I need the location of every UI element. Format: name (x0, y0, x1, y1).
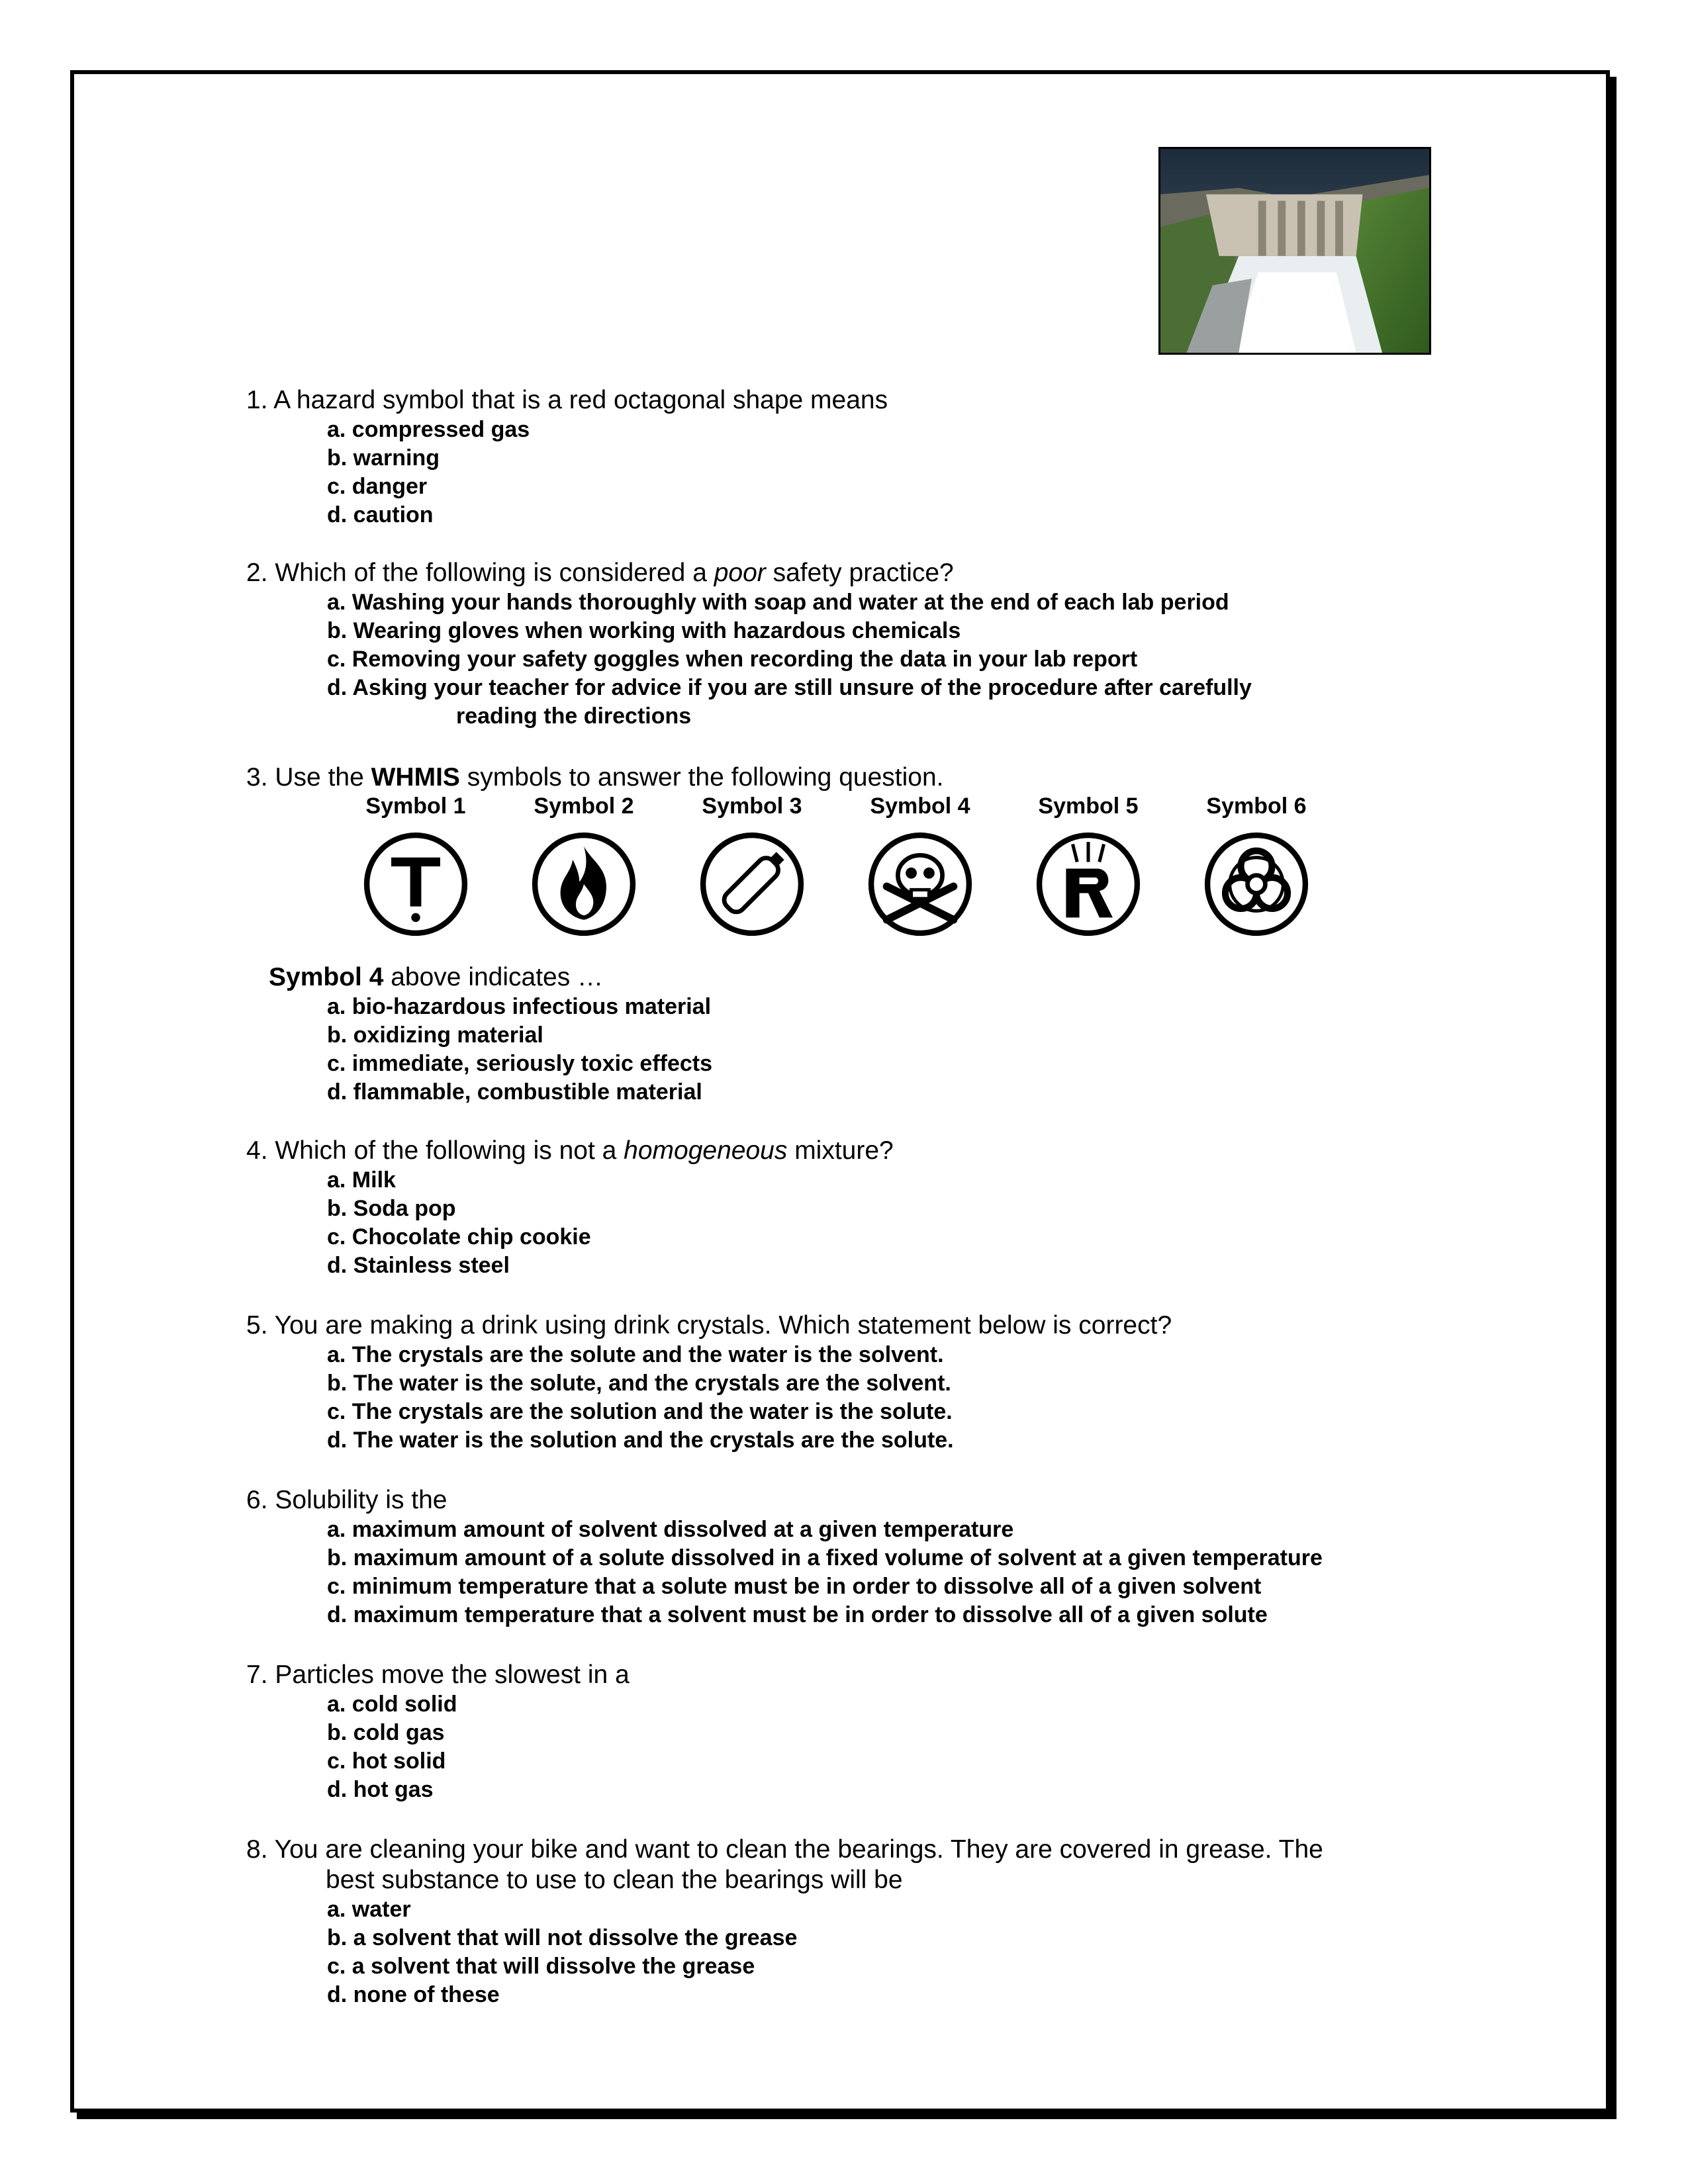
option-a[interactable]: a. The crystals are the solute and the water is the solvent. (327, 1342, 944, 1367)
option-b[interactable]: b. a solvent that will not dissolve the grease (327, 1925, 798, 1950)
option-d[interactable]: d. caution (327, 502, 434, 527)
question-text-end: symbols to answer the following question. (459, 763, 944, 792)
symbol-2[interactable] (518, 793, 650, 940)
question-number: 4. (246, 1136, 268, 1165)
option-d[interactable] (327, 674, 1504, 731)
option-list (246, 1895, 1504, 2009)
option-a[interactable]: a. compressed gas (327, 417, 530, 442)
question-stem (246, 1136, 1504, 1166)
option-a[interactable]: a. cold solid (327, 1692, 457, 1717)
question-5 (246, 1310, 1504, 1455)
option-b[interactable]: b. Wearing gloves when working with hazardous chemicals (327, 618, 961, 643)
option-b[interactable]: b. The water is the solute, and the crystals are the solvent. (327, 1371, 951, 1396)
symbol-label: Symbol 3 (702, 794, 802, 819)
symbol-6[interactable] (1190, 793, 1323, 940)
question-number: 2. (246, 559, 268, 587)
dam-photo-icon (1160, 149, 1429, 353)
question-stem (246, 1835, 1504, 1895)
option-d-text: d. Asking your teacher for advice if you are still unsure of the procedure after carefully (327, 675, 1252, 700)
question-4 (246, 1136, 1504, 1280)
option-a[interactable]: a. bio-hazardous infectious material (327, 994, 712, 1019)
whmis-symbols (350, 793, 1329, 938)
question-text: Use the (275, 763, 371, 792)
option-list (246, 588, 1504, 731)
option-d[interactable]: d. The water is the solution and the crystals are the solute. (327, 1428, 954, 1453)
question-7 (246, 1660, 1504, 1804)
option-list (246, 1516, 1504, 1629)
question-number: 3. (246, 763, 268, 792)
subquestion-emphasis: Symbol 4 (269, 963, 384, 991)
option-b[interactable]: b. cold gas (327, 1720, 445, 1745)
question-text: A hazard symbol that is a red octagonal shape means (273, 386, 888, 414)
question-text: You are making a drink using drink crystals. Which statement below is correct? (274, 1311, 1172, 1340)
option-list (246, 1166, 1504, 1280)
symbol-3[interactable] (686, 793, 818, 940)
option-b[interactable]: b. warning (327, 445, 440, 471)
symbol-label: Symbol 2 (534, 794, 634, 819)
question-text: Particles move the slowest in a (275, 1661, 630, 1689)
question-3 (246, 762, 1504, 793)
flame-icon (528, 829, 639, 940)
symbol-5[interactable] (1022, 793, 1154, 940)
symbol-label: Symbol 1 (365, 794, 466, 819)
symbol-label: Symbol 6 (1206, 794, 1307, 819)
option-a[interactable]: a. water (327, 1897, 411, 1922)
question-text: Which of the following is not a (275, 1136, 624, 1165)
reactive-R-icon (1033, 829, 1144, 940)
option-b[interactable]: b. maximum amount of a solute dissolved in a fixed volume of solvent at a given temperature (327, 1545, 1323, 1570)
option-c[interactable]: c. Removing your safety goggles when recording the data in your lab report (327, 647, 1138, 672)
question-stem (246, 1660, 1504, 1690)
question-number: 7. (246, 1661, 268, 1689)
biohazard-icon (1201, 829, 1312, 940)
question-stem (246, 1310, 1504, 1341)
compressed-gas-T-icon (360, 829, 471, 940)
question-stem (246, 762, 1504, 793)
gas-cylinder-icon (696, 829, 808, 940)
option-d[interactable]: d. flammable, combustible material (327, 1079, 702, 1105)
option-d[interactable]: d. maximum temperature that a solvent must be in order to dissolve all of a given solute (327, 1602, 1268, 1627)
option-list (269, 993, 712, 1107)
question-number: 6. (246, 1486, 268, 1514)
symbol-1[interactable] (350, 793, 482, 940)
symbol-4[interactable] (854, 793, 986, 940)
option-list (246, 1690, 1504, 1804)
option-a[interactable]: a. Milk (327, 1167, 396, 1193)
question-3-subquestion (269, 962, 712, 1107)
subquestion-stem (269, 962, 712, 993)
option-c[interactable]: c. a solvent that will dissolve the grease (327, 1954, 755, 1979)
option-a[interactable]: a. Washing your hands thoroughly with soap and water at the end of each lab period (327, 590, 1229, 615)
question-stem (246, 558, 1504, 588)
question-number: 8. (246, 1835, 268, 1864)
question-8 (246, 1835, 1504, 2009)
option-list (246, 1341, 1504, 1455)
symbol-label: Symbol 4 (870, 794, 970, 819)
option-d[interactable]: d. Stainless steel (327, 1253, 510, 1278)
option-c[interactable]: c. The crystals are the solution and the water is the solute. (327, 1399, 953, 1424)
question-number: 5. (246, 1311, 268, 1340)
option-c[interactable]: c. immediate, seriously toxic effects (327, 1051, 713, 1076)
subquestion-text: above indicates … (383, 963, 604, 991)
option-d-continuation: reading the directions (456, 704, 692, 729)
question-emphasis: WHMIS (371, 763, 460, 792)
question-text: You are cleaning your bike and want to clean the bearings. They are covered in grease. The (274, 1835, 1323, 1864)
question-emphasis: poor (714, 559, 766, 587)
option-c[interactable]: c. Chocolate chip cookie (327, 1224, 591, 1250)
question-stem (246, 1485, 1504, 1516)
option-b[interactable]: b. oxidizing material (327, 1023, 543, 1048)
option-c[interactable]: c. hot solid (327, 1749, 446, 1774)
question-number: 1. (246, 386, 268, 414)
question-text: Which of the following is considered a (275, 559, 714, 587)
question-text-continuation: best substance to use to clean the bearings will be (326, 1866, 903, 1894)
option-a[interactable]: a. maximum amount of solvent dissolved at a given temperature (327, 1517, 1014, 1542)
option-d[interactable]: d. none of these (327, 1982, 500, 2007)
skull-crossbones-icon (865, 829, 976, 940)
question-text-end: safety practice? (765, 559, 954, 587)
question-text: Solubility is the (275, 1486, 447, 1514)
option-c[interactable]: c. danger (327, 474, 428, 499)
question-1 (246, 385, 1504, 529)
option-d[interactable]: d. hot gas (327, 1777, 434, 1802)
option-b[interactable]: b. Soda pop (327, 1196, 456, 1221)
option-list (246, 416, 1504, 529)
question-6 (246, 1485, 1504, 1629)
question-text-end: mixture? (787, 1136, 894, 1165)
question-stem (246, 385, 1504, 416)
dam-photo (1158, 147, 1431, 355)
question-2 (246, 558, 1504, 731)
symbol-label: Symbol 5 (1038, 794, 1139, 819)
option-c[interactable]: c. minimum temperature that a solute must be in order to dissolve all of a given solvent (327, 1574, 1262, 1599)
question-emphasis: homogeneous (624, 1136, 788, 1165)
